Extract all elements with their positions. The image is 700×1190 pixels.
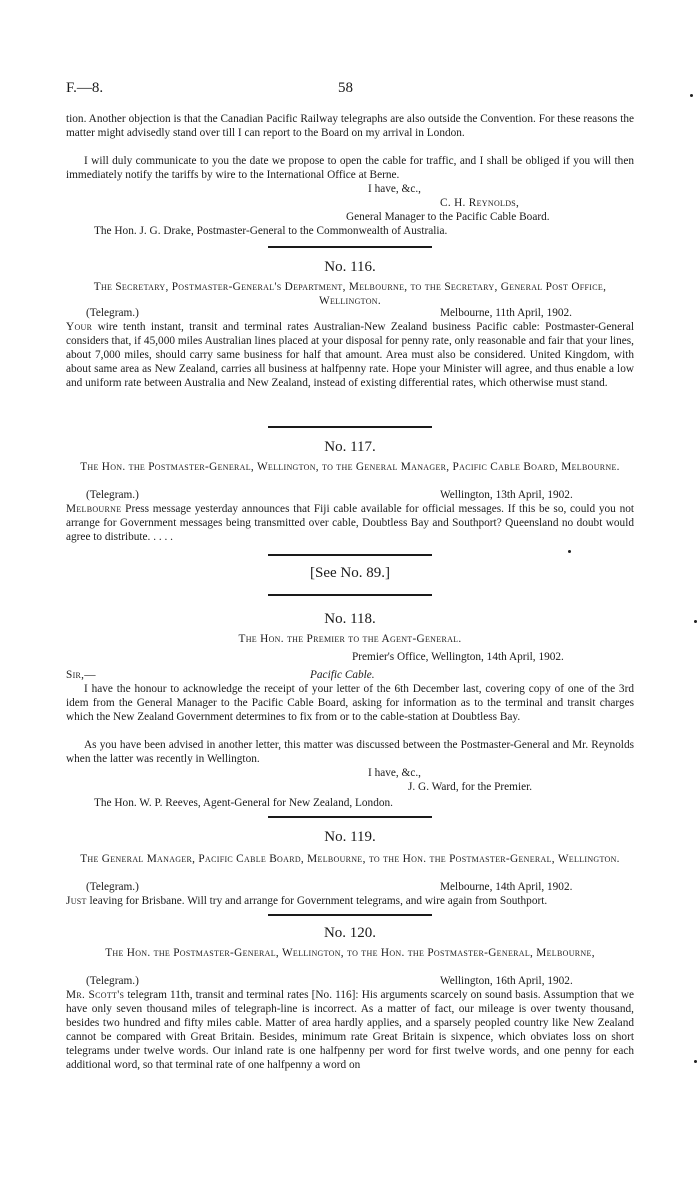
page-code: F.—8. <box>66 80 104 96</box>
lead-word-120: Mr. Scott's <box>66 989 125 1001</box>
signature-118: J. G. Ward, for the Premier. <box>408 781 533 793</box>
lead-word-116: Your <box>66 321 93 333</box>
telegram-label-120: (Telegram.) <box>86 975 139 987</box>
section-rule <box>268 246 432 248</box>
telegram-label-119: (Telegram.) <box>86 881 139 893</box>
telegram-label-117: (Telegram.) <box>86 489 139 501</box>
section-rule <box>268 816 432 818</box>
addressee: The Hon. J. G. Drake, Postmaster-General to the Commonwealth of Australia. <box>94 225 448 237</box>
body-120: telegram 11th, transit and terminal rates [No. 116]: His arguments scarcely on sound basis. Assumption that we have only seven thousand miles of telegraph-line is incorrect. As a matter of fact, our mileage is over twenty thousand, besides two hundred and fifty miles cable. Matter of area hardly applies, and a sparsely peopled country like New Zealand cannot be compared with Great Britain. Besides, minimum rate Great Britain is sixpence, which obviates loss on short telegrams under twelve words. Our inland rate is one halfpenny per word for first twelve words, and one penny for each additional word, so that terminal rate of one halfpenny a word on <box>66 989 635 1071</box>
body-119: leaving for Brisbane. Will try and arrange for Government telegrams, and wire again from Southport. <box>86 895 548 907</box>
scan-speck <box>568 550 571 553</box>
cross-reference: [See No. 89.] <box>310 565 390 581</box>
message-119 <box>66 894 634 908</box>
telegram-label-116: (Telegram.) <box>86 307 139 319</box>
closing-paragraph: I will duly communicate to you the date we propose to open the cable for traffic, and I shall be obliged if you will then immediately notify the tariffs by wire to the International Office at Berne. <box>66 155 634 181</box>
lead-word-119: Just <box>66 895 87 907</box>
dateline-118: Premier's Office, Wellington, 14th April, 1902. <box>352 651 564 663</box>
document-number-117: No. 117. <box>324 439 376 455</box>
page-number: 58 <box>338 80 353 96</box>
document-number-119: No. 119. <box>324 829 376 845</box>
route-119: The General Manager, Pacific Cable Board, Melbourne, to the Hon. the Postmaster-General, Wellington. <box>80 853 620 865</box>
body-116: wire tenth instant, transit and terminal rates Australian-New Zealand business Pacific cable: Postmaster-General considers that, if 45,000 miles Australian lines placed at your disposal for penny rate, only reasonable and fair that your lines, about 7,000 miles, should carry same business for half that amount. Area must also be considered. United Kingdom, with about same area as New Zealand, carries all business at halfpenny rate. Hope your Minister will agree, and thus enable a low and uniform rate between Australia and New Zealand, instead of existing differential rates, which otherwise must stand. <box>66 321 634 389</box>
signature: C. H. Reynolds, <box>440 197 520 209</box>
section-rule <box>268 426 432 428</box>
message-117 <box>66 502 634 544</box>
document-number-120: No. 120. <box>323 925 377 941</box>
message-116 <box>66 320 634 390</box>
section-rule <box>268 554 432 556</box>
document-number-116: No. 116. <box>324 259 376 275</box>
dateline-117: Wellington, 13th April, 1902. <box>440 489 573 501</box>
scan-speck <box>694 620 697 623</box>
dateline-120: Wellington, 16th April, 1902. <box>440 975 573 987</box>
route-120: The Hon. the Postmaster-General, Wellington, to the Hon. the Postmaster-General, Melbourne, <box>105 947 595 959</box>
closing-formula-118: I have, &c., <box>368 767 422 779</box>
lead-word-117: Melbourne <box>66 503 122 515</box>
dateline-119: Melbourne, 14th April, 1902. <box>440 881 573 893</box>
letter-paragraph-2: As you have been advised in another letter, this matter was discussed between the Postmaster-General and Mr. Reynolds when the latter was recently in Wellington. <box>66 739 634 765</box>
signature-title: General Manager to the Pacific Cable Board. <box>346 211 550 223</box>
addressee-118: The Hon. W. P. Reeves, Agent-General for New Zealand, London. <box>94 797 393 809</box>
section-rule <box>268 594 432 596</box>
subject-line: Pacific Cable. <box>310 669 375 681</box>
scan-speck <box>690 94 693 97</box>
salutation: Sir,— <box>66 669 96 681</box>
route-117: The Hon. the Postmaster-General, Wellington, to the General Manager, Pacific Cable Board, Melbourne. <box>80 461 620 473</box>
continuation-paragraph: tion. Another objection is that the Canadian Pacific Railway telegraphs are also outside the Convention. For these reasons the matter might advisedly stand over till I can report to the Board on my arrival in London. <box>66 113 634 139</box>
message-120 <box>66 988 634 1072</box>
document-number-118: No. 118. <box>324 611 376 627</box>
closing-formula: I have, &c., <box>368 183 422 195</box>
route-116: The Secretary, Postmaster-General's Department, Melbourne, to the Secretary, General Post Office, Wellington. <box>93 281 607 307</box>
body-117: Press message yesterday announces that Fiji cable available for official messages. If this be so, could you not arrange for Government messages being transmitted over cable, Doubtless Bay and Southport? Queensland no doubt would agree to distribute. . . . . <box>66 503 634 543</box>
scan-speck <box>694 1060 697 1063</box>
route-118: The Hon. the Premier to the Agent-General. <box>238 633 462 645</box>
section-rule <box>268 914 432 916</box>
dateline-116: Melbourne, 11th April, 1902. <box>440 307 572 319</box>
letter-paragraph-1: I have the honour to acknowledge the receipt of your letter of the 6th December last, covering copy of one of the 3rd idem from the General Manager to the Pacific Cable Board, asking for information as to the terminal and transit charges which the New Zealand Government determines to fix from or to the cable-station at Doubtless Bay. <box>66 683 634 723</box>
